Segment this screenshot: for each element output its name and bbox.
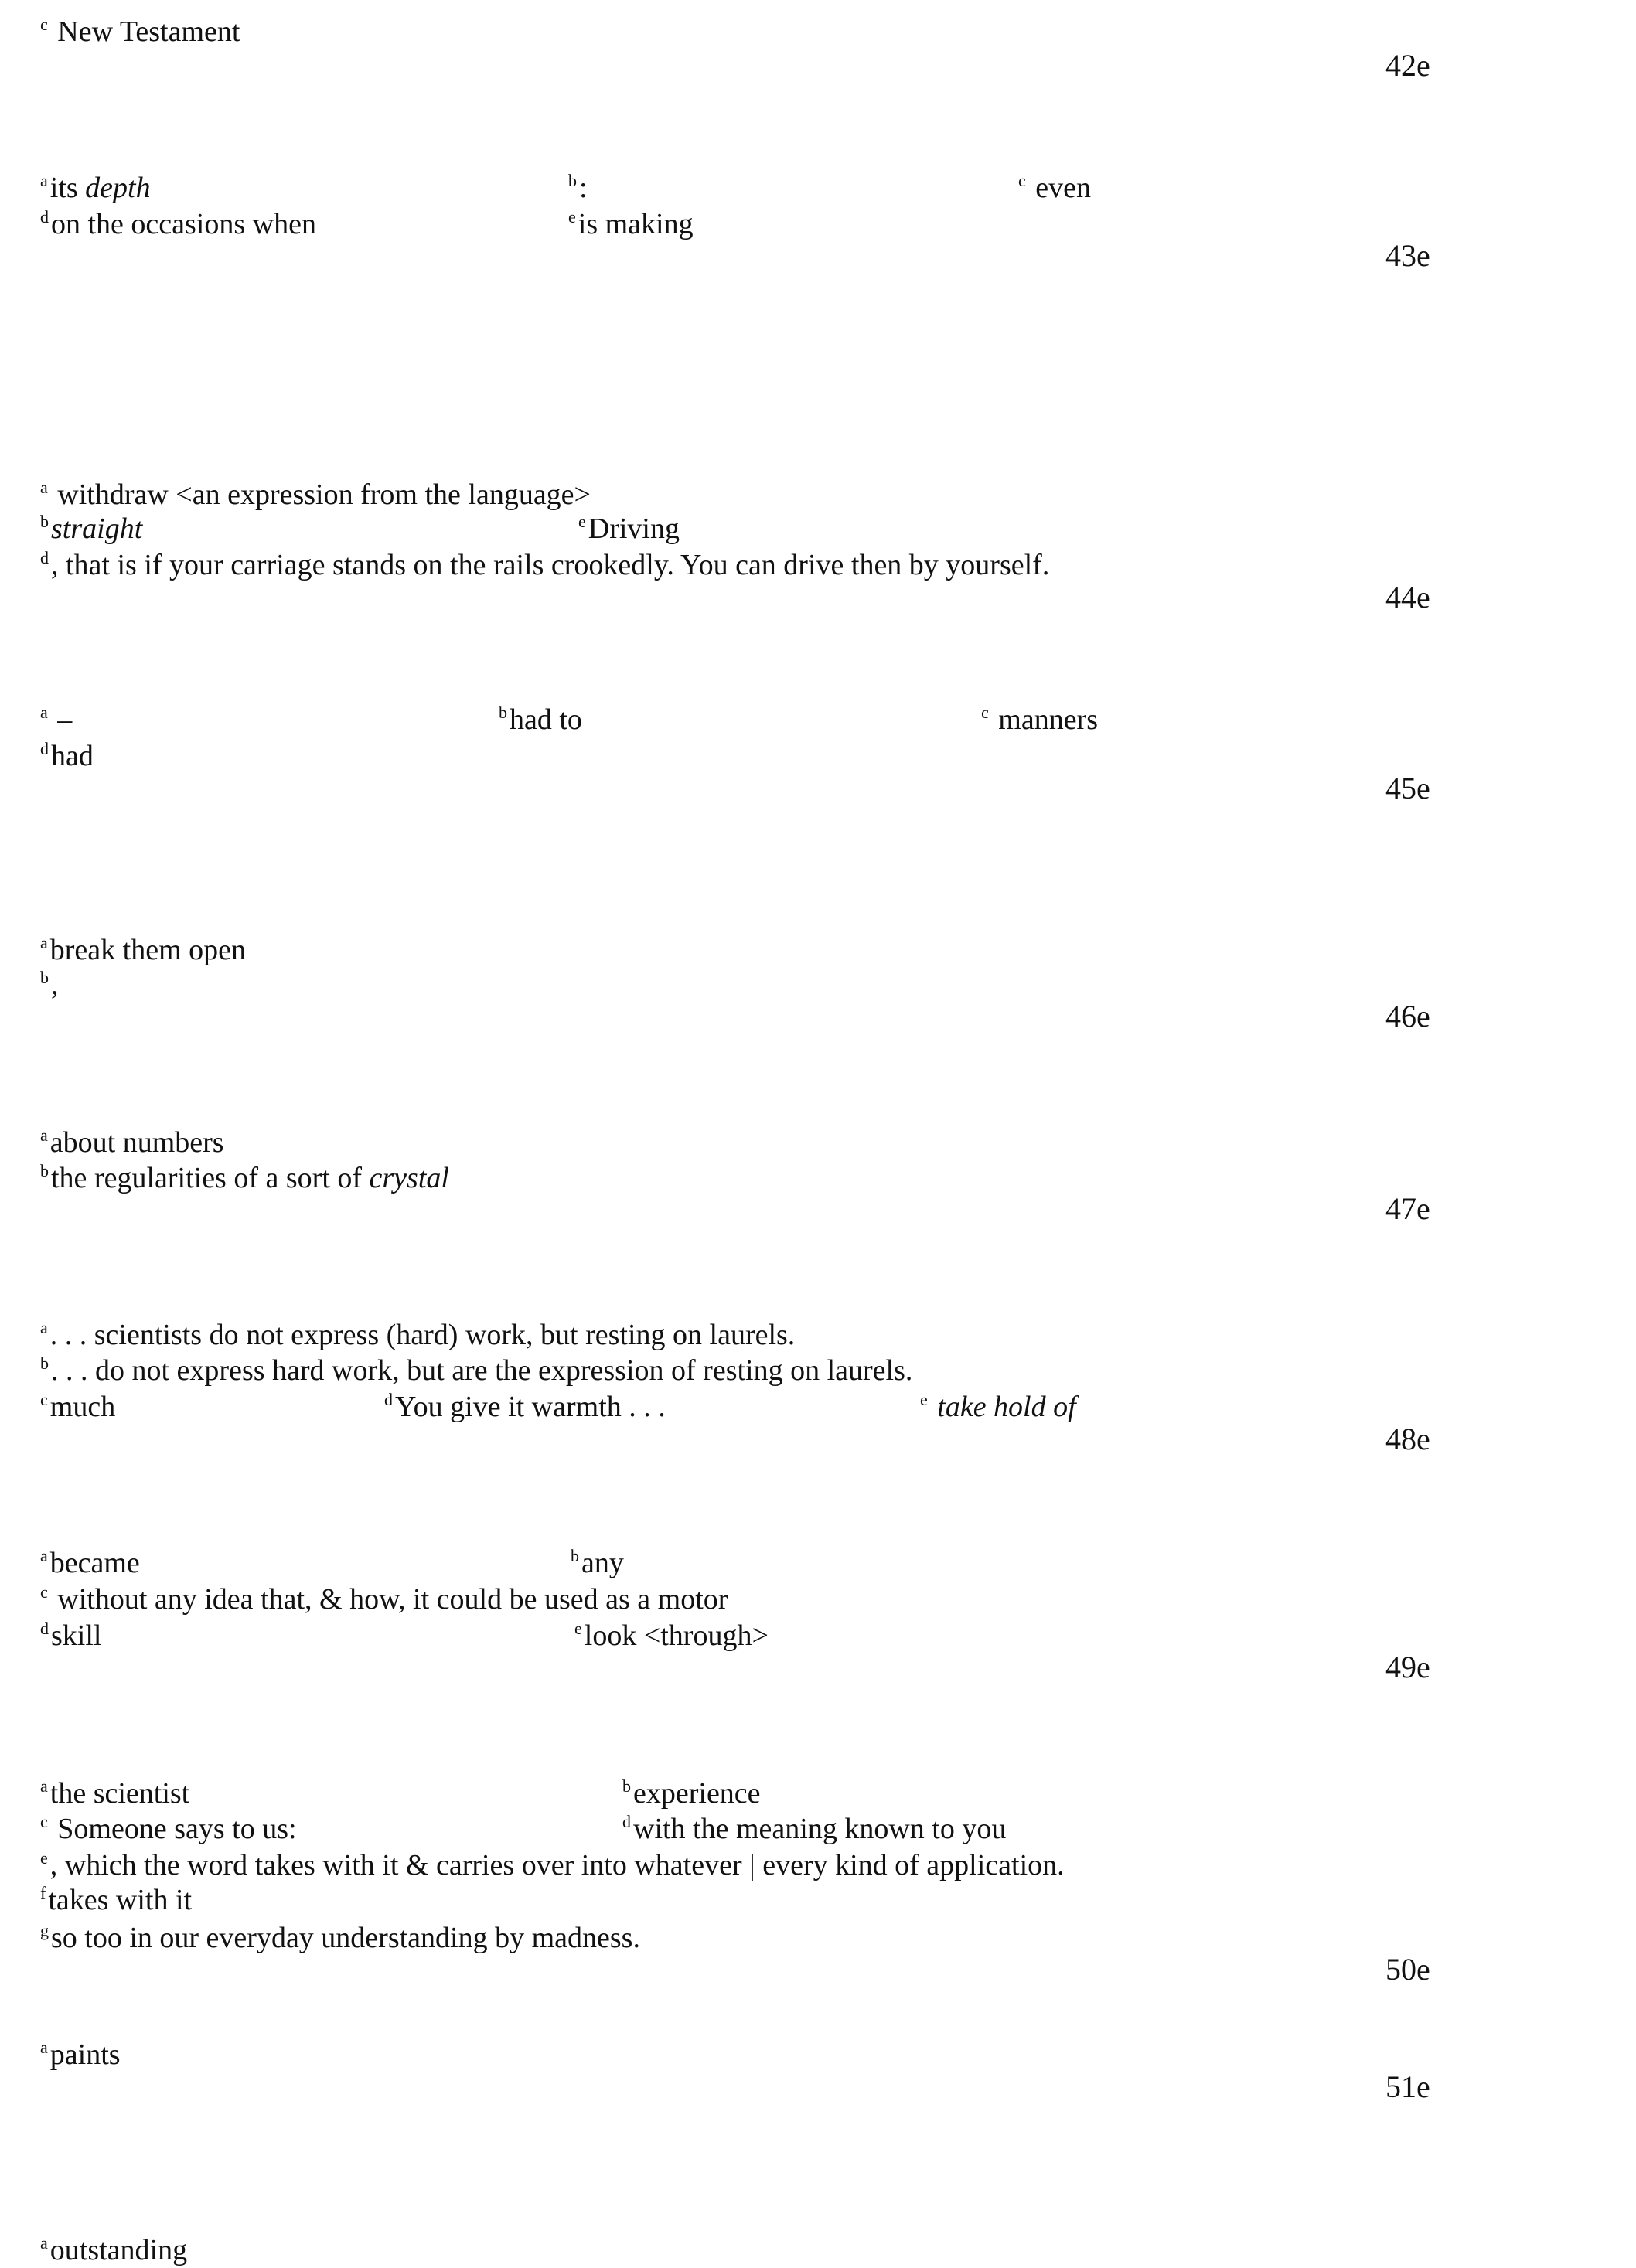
footnote-text: with the meaning known to you [633, 1813, 1007, 1845]
footnote-text: its [49, 172, 86, 204]
footnote [40, 2030, 121, 2072]
page-marker: 50e [1385, 1952, 1430, 1987]
footnote [40, 1611, 101, 1653]
footnote-text: withdraw <an expression from the language> [49, 478, 591, 511]
footnote-marker: b [40, 1161, 49, 1180]
footnote [40, 1382, 115, 1425]
footnote-marker: c [981, 703, 989, 722]
footnote [384, 1382, 666, 1425]
footnote-text: takes with it [48, 1884, 193, 1916]
page-marker: 42e [1385, 48, 1430, 83]
footnote-text: paints [49, 2038, 121, 2071]
footnote [40, 1913, 640, 1956]
footnote [40, 1875, 192, 1918]
footnote-marker: a [40, 933, 48, 952]
footnote-marker: a [40, 2038, 48, 2057]
footnote-italic: take hold of [929, 1391, 1076, 1423]
footnote-marker: a [40, 1546, 48, 1565]
footnote-marker: d [40, 207, 49, 226]
footnote [40, 731, 94, 774]
footnote [981, 695, 1098, 737]
footnote-text: , [51, 969, 59, 1001]
footnote-marker: c [40, 1582, 48, 1602]
footnote-marker: e [578, 512, 586, 531]
footnote [1018, 163, 1091, 206]
footnote-text: skill [51, 1619, 102, 1652]
footnote-text: New Testament [49, 15, 240, 48]
footnote [499, 695, 582, 737]
footnote [920, 1382, 1076, 1425]
footnote-marker: e [574, 1619, 582, 1638]
footnote [40, 2225, 187, 2268]
footnote-marker: a [40, 478, 48, 497]
footnote-italic: crystal [369, 1162, 449, 1194]
footnote-text: look <through> [584, 1619, 769, 1652]
page-marker: 43e [1385, 238, 1430, 273]
footnote-marker: c [40, 15, 48, 34]
footnote-text: break them open [49, 934, 246, 966]
footnote-text: had to [510, 703, 582, 736]
footnote-marker: a [40, 1125, 48, 1145]
footnote-marker: c [40, 1812, 48, 1831]
footnote-text: became [49, 1547, 140, 1579]
footnote-marker: a [40, 703, 48, 722]
footnote-marker: a [40, 171, 48, 190]
footnote-marker: g [40, 1921, 49, 1940]
page-marker: 44e [1385, 580, 1430, 615]
footnote-text: , that is if your carriage stands on the rails crookedly. You can drive then by yourself. [51, 549, 1050, 581]
footnote-text: much [49, 1391, 116, 1423]
footnote-marker: d [40, 548, 49, 567]
footnote-marker: c [40, 1390, 48, 1409]
footnote-text: on the occasions when [51, 208, 316, 240]
footnote-marker: a [40, 1318, 48, 1337]
footnote [40, 960, 59, 1003]
footnote [40, 1841, 1065, 1883]
footnote-marker: d [40, 739, 49, 758]
footnote [40, 1153, 449, 1196]
footnote-text: . . . do not express hard work, but are the expression of resting on laurels. [51, 1354, 913, 1387]
footnote-marker: e [40, 1848, 48, 1868]
footnote-text: had [51, 740, 94, 772]
footnote-text: experience [633, 1777, 761, 1810]
footnote-marker: a [40, 2233, 48, 2253]
footnote-text: any [581, 1547, 624, 1579]
footnote-text: manners [990, 703, 1098, 736]
footnote-marker: b [40, 968, 49, 987]
footnote-marker: c [1018, 171, 1026, 190]
footnote-text: even [1028, 172, 1091, 204]
footnote [574, 1611, 769, 1653]
page-marker: 48e [1385, 1422, 1430, 1456]
footnote-text: without any idea that, & how, it could be used as a motor [49, 1583, 728, 1616]
footnote-text: outstanding [49, 2234, 188, 2266]
footnote-marker: b [40, 1354, 49, 1373]
footnote-marker: b [571, 1546, 579, 1565]
footnote-marker: d [384, 1390, 393, 1409]
footnote-marker: e [568, 207, 576, 226]
footnote-text: about numbers [49, 1126, 224, 1159]
footnote-text: Driving [588, 513, 680, 545]
footnote-text: the regularities of a sort of [51, 1162, 370, 1194]
footnote [568, 199, 694, 242]
footnote-marker: b [499, 703, 507, 722]
footnote-text: . . . scientists do not express (hard) work, but resting on laurels. [49, 1319, 796, 1351]
page-marker: 51e [1385, 2069, 1430, 2104]
page-marker: 46e [1385, 999, 1430, 1034]
footnote-text: , which the word takes with it & carries over into whatever | every kind of application. [49, 1849, 1065, 1881]
footnote-marker: f [40, 1883, 46, 1902]
footnote-text: : [579, 172, 588, 204]
footnote-italic: depth [85, 172, 151, 204]
footnote-text: so too in our everyday understanding by madness. [51, 1922, 640, 1954]
footnote-text: You give it warmth . . . [395, 1391, 666, 1423]
page-marker: 49e [1385, 1650, 1430, 1684]
footnote [40, 925, 246, 968]
footnote-marker: b [568, 171, 577, 190]
page-marker: 47e [1385, 1191, 1430, 1226]
footnote-italic: straight [51, 513, 143, 545]
footnote-marker: b [40, 512, 49, 531]
footnote-marker: e [920, 1390, 928, 1409]
footnote-text: is making [578, 208, 694, 240]
footnote [40, 199, 316, 242]
footnote-marker: a [40, 1776, 48, 1796]
footnote-marker: d [40, 1619, 49, 1638]
footnote-text: Someone says to us: [49, 1813, 297, 1845]
page-marker: 45e [1385, 771, 1430, 805]
footnote-marker: d [622, 1812, 631, 1831]
footnote [40, 7, 240, 49]
footnote-text: the scientist [49, 1777, 190, 1810]
footnote-marker: b [622, 1776, 631, 1796]
footnote-text: – [49, 703, 73, 736]
footnote [40, 540, 1049, 583]
